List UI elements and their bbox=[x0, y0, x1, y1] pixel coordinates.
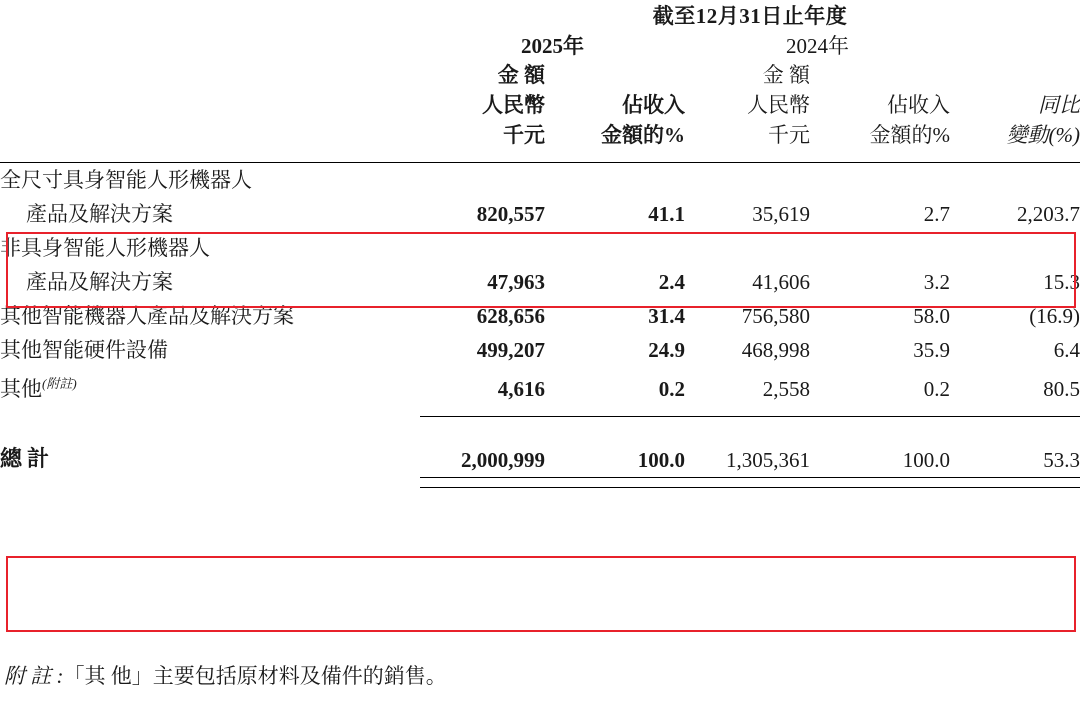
total-row bbox=[0, 441, 1080, 477]
row-1-change: 2,203.7 bbox=[1017, 202, 1080, 226]
subtotal-rule bbox=[0, 406, 1080, 417]
col-2025-amount-l2: 人民幣 bbox=[482, 93, 545, 117]
row-5-amount-2024: 2,558 bbox=[762, 377, 810, 401]
year-2025-label: 2025年 bbox=[521, 34, 584, 58]
header-gap bbox=[0, 150, 1080, 163]
row-1-pct-2024: 2.7 bbox=[923, 202, 950, 226]
col-2025-amount-l1: 金 額 bbox=[497, 63, 545, 87]
footnote bbox=[4, 660, 447, 690]
row-2-pct-2024: 3.2 bbox=[923, 270, 950, 294]
row-3-amount-2025: 628,656 bbox=[476, 304, 545, 328]
year-2024-label: 2024年 bbox=[786, 34, 849, 58]
period-title: 截至12月31日止年度 bbox=[652, 4, 848, 28]
row-3-change: (16.9) bbox=[1029, 304, 1080, 328]
row-2-change: 15.3 bbox=[1043, 270, 1080, 294]
total-double-rule bbox=[0, 477, 1080, 487]
total-change: 53.3 bbox=[1043, 447, 1080, 472]
row-5-change: 80.5 bbox=[1043, 377, 1080, 401]
row-2-amount-2024: 41,606 bbox=[752, 270, 810, 294]
row-4-pct-2025: 24.9 bbox=[648, 338, 685, 362]
row-3-label: 其他智能機器人產品及解決方案 bbox=[0, 304, 294, 328]
table-row bbox=[0, 265, 1080, 299]
row-5-footnote-marker: (附註) bbox=[42, 376, 77, 391]
highlight-box-total bbox=[6, 556, 1076, 632]
table-row bbox=[0, 333, 1080, 367]
row-2-amount-2025: 47,963 bbox=[487, 270, 545, 294]
table-row bbox=[0, 163, 1080, 197]
col-2024-amount-l2: 人民幣 bbox=[747, 93, 810, 117]
total-pct-2025: 100.0 bbox=[637, 447, 685, 472]
header-year-row bbox=[0, 30, 1080, 60]
row-1-label-line1: 全尺寸具身智能人形機器人 bbox=[0, 168, 252, 192]
col-2025-pct-l3: 金額的% bbox=[601, 123, 685, 147]
row-2-label-line2: 產品及解決方案 bbox=[26, 270, 173, 294]
header-line3-row bbox=[0, 120, 1080, 150]
row-5-amount-2025: 4,616 bbox=[497, 377, 545, 401]
row-4-pct-2024: 35.9 bbox=[913, 338, 950, 362]
row-4-change: 6.4 bbox=[1053, 338, 1080, 362]
col-change-l2: 同比 bbox=[1038, 93, 1080, 117]
col-2025-pct-l2: 佔收入 bbox=[622, 93, 685, 117]
row-2-pct-2025: 2.4 bbox=[658, 270, 685, 294]
table-row bbox=[0, 197, 1080, 231]
row-1-amount-2025: 820,557 bbox=[476, 202, 545, 226]
header-period-row bbox=[0, 0, 1080, 30]
row-4-amount-2024: 468,998 bbox=[741, 338, 810, 362]
footnote-prefix: 附 註 : bbox=[4, 664, 64, 688]
col-2024-amount-l1: 金 額 bbox=[762, 63, 810, 87]
col-2024-pct-l3: 金額的% bbox=[869, 123, 950, 147]
col-2024-pct-l2: 佔收入 bbox=[887, 93, 950, 117]
row-4-label: 其他智能硬件設備 bbox=[0, 338, 168, 362]
col-2024-pct-l1 bbox=[810, 60, 950, 90]
header-line2-row bbox=[0, 90, 1080, 120]
row-3-pct-2025: 31.4 bbox=[648, 304, 685, 328]
row-1-pct-2025: 41.1 bbox=[648, 202, 685, 226]
total-amount-2025: 2,000,999 bbox=[461, 447, 545, 472]
row-5-label bbox=[0, 367, 420, 406]
col-2024-amount-l3: 千元 bbox=[768, 123, 810, 147]
row-5-pct-2025: 0.2 bbox=[658, 377, 685, 401]
row-3-amount-2024: 756,580 bbox=[741, 304, 810, 328]
row-2-label-line1: 非具身智能人形機器人 bbox=[0, 236, 210, 260]
total-gap bbox=[0, 417, 1080, 442]
table-row bbox=[0, 299, 1080, 333]
table-row bbox=[0, 367, 1080, 406]
total-amount-2024: 1,305,361 bbox=[726, 447, 810, 472]
total-pct-2024: 100.0 bbox=[902, 447, 950, 472]
row-4-amount-2025: 499,207 bbox=[476, 338, 545, 362]
col-2025-amount-l3: 千元 bbox=[503, 123, 545, 147]
col-change-l1 bbox=[950, 60, 1080, 90]
col-change-l3: 變動(%) bbox=[1006, 123, 1080, 147]
footnote-text: 「其 他」主要包括原材料及備件的銷售。 bbox=[63, 664, 447, 688]
total-label: 總計 bbox=[0, 446, 55, 471]
col-2025-pct-l1 bbox=[545, 60, 685, 90]
row-3-pct-2024: 58.0 bbox=[913, 304, 950, 328]
row-1-label-line2: 產品及解決方案 bbox=[26, 202, 173, 226]
row-5-label-text: 其他 bbox=[0, 377, 42, 401]
row-1-amount-2024: 35,619 bbox=[752, 202, 810, 226]
header-line1-row bbox=[0, 60, 1080, 90]
row-5-pct-2024: 0.2 bbox=[923, 377, 950, 401]
table-row bbox=[0, 231, 1080, 265]
